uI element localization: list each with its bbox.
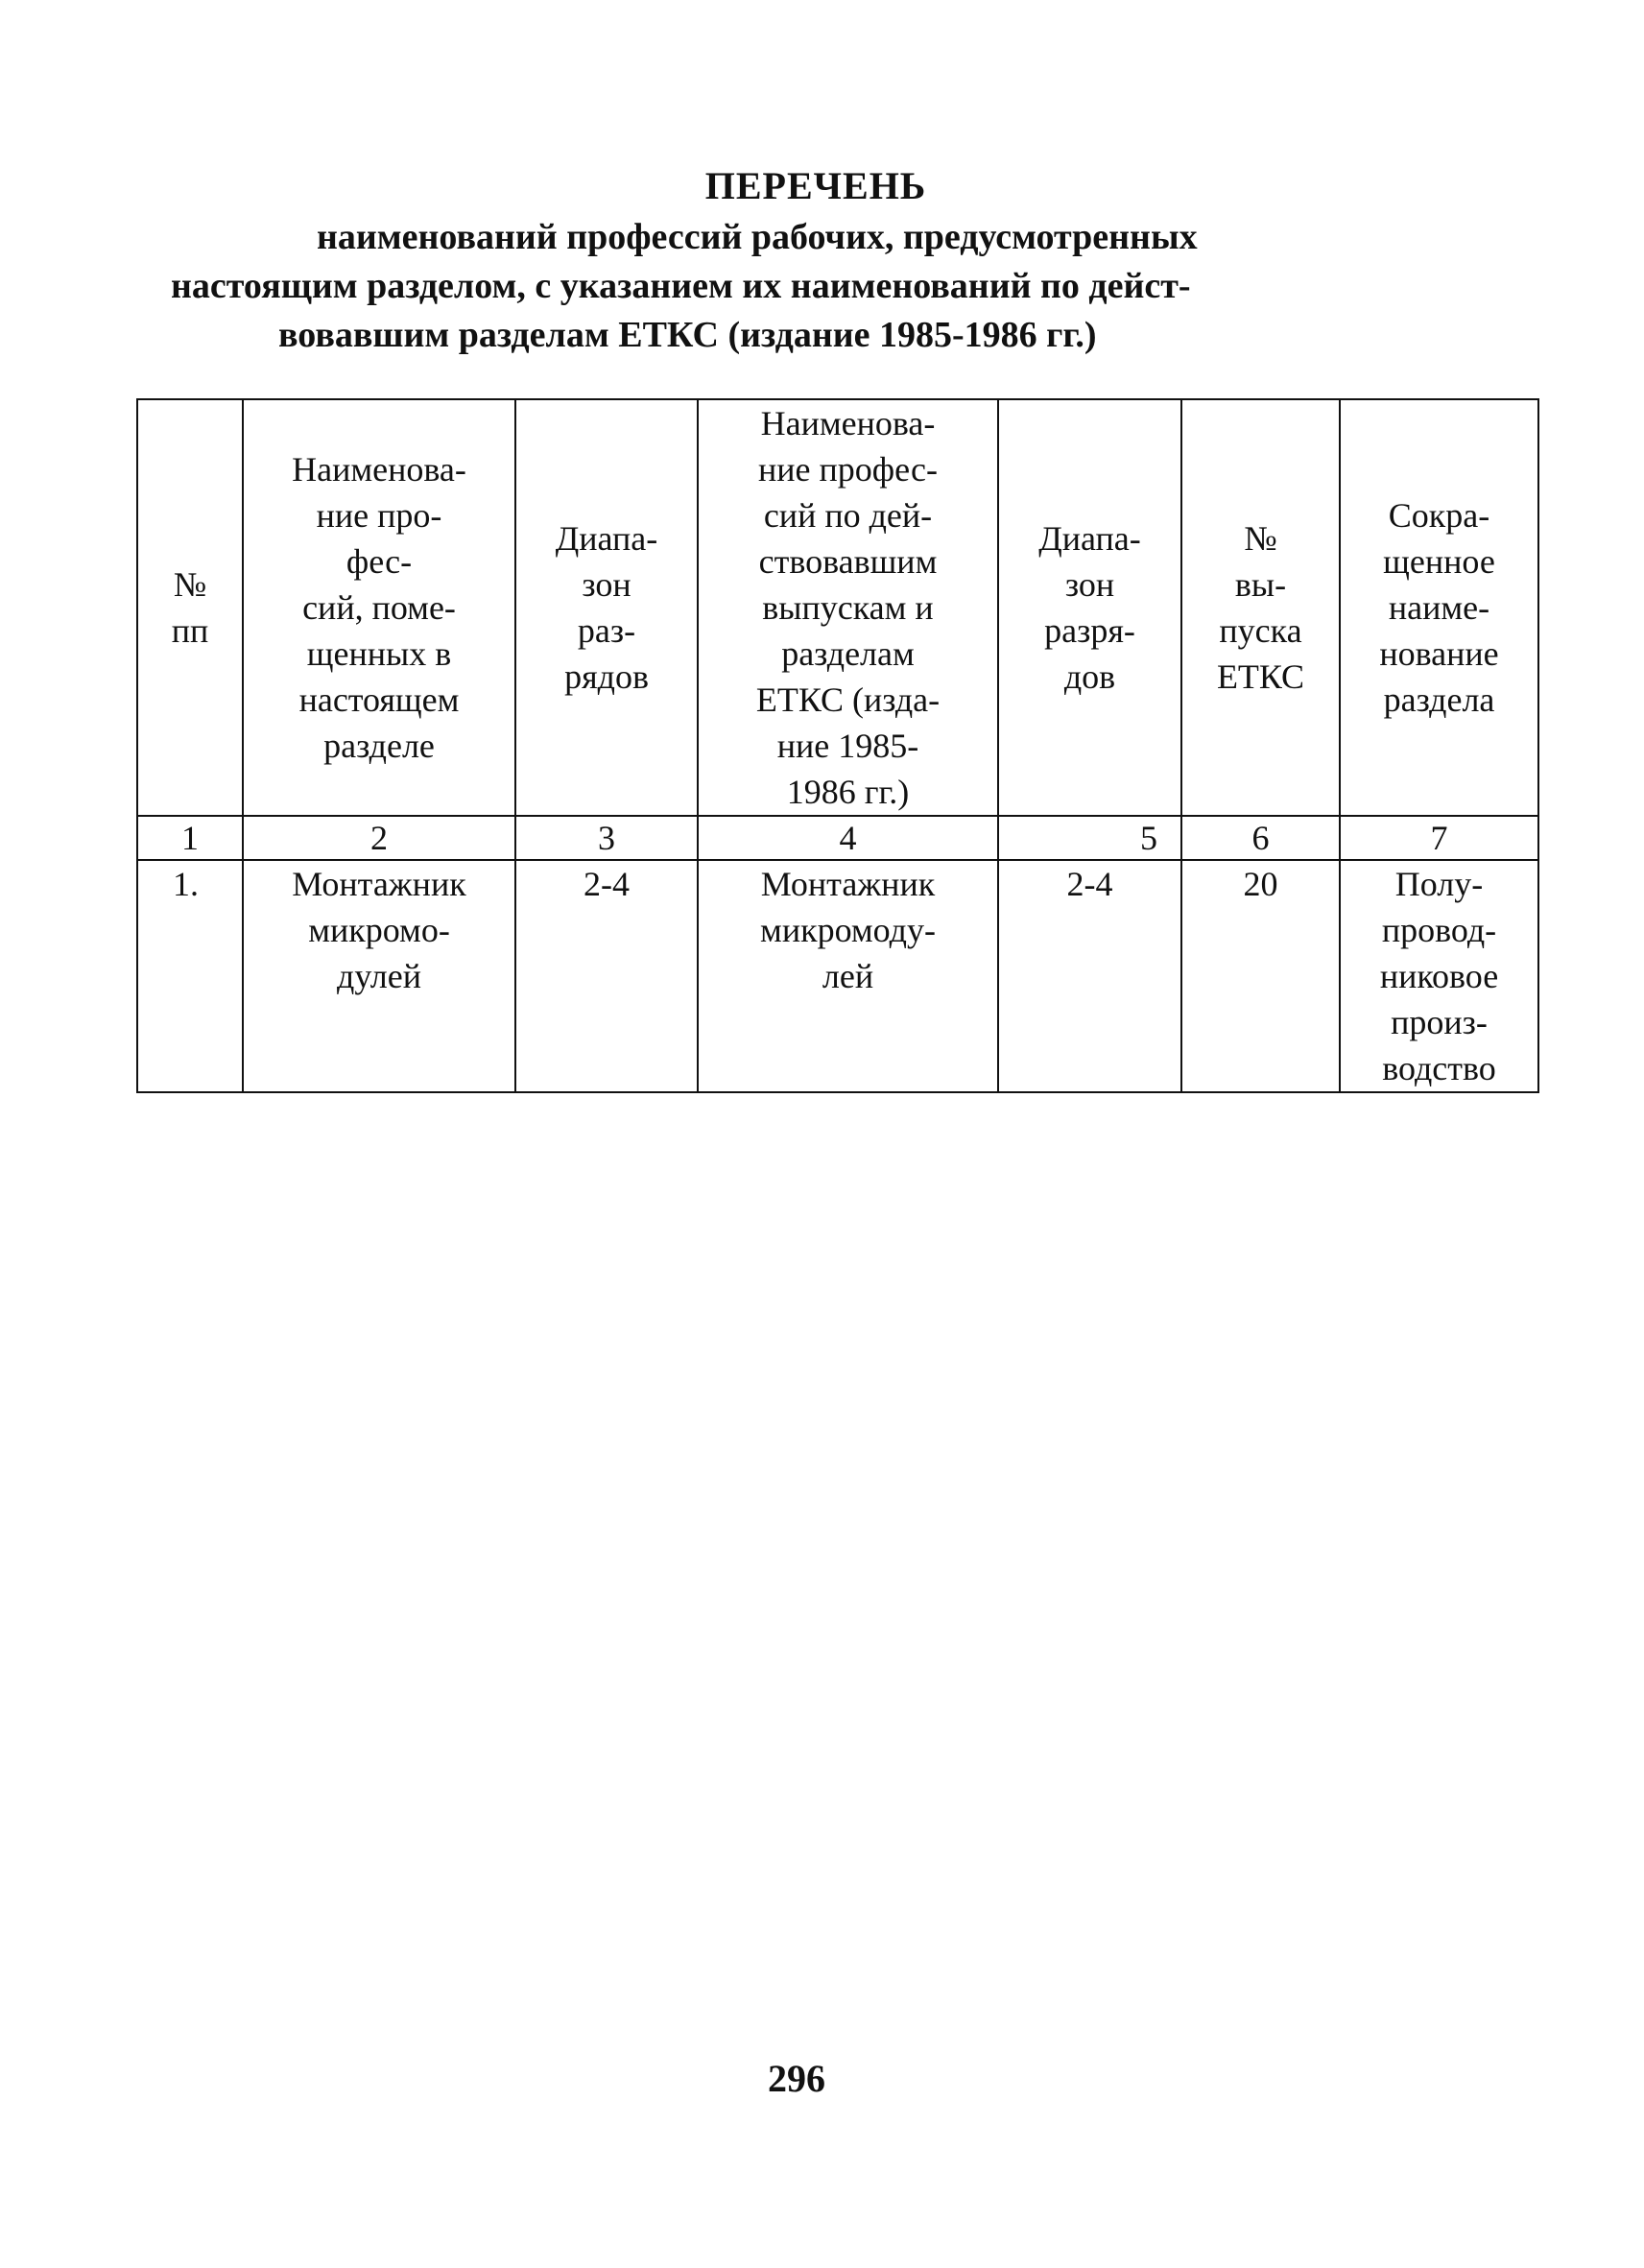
- table-row: [137, 860, 1538, 1092]
- document-title: ПЕРЕЧЕНЬ: [704, 164, 927, 207]
- header-cell-old-grade-range: Диапа- зон разря- дов: [998, 399, 1181, 816]
- cell-old-grade-range: 2-4: [998, 860, 1181, 1092]
- document-subtitle-line-1: наименований профессий рабочих, предусмотренных: [317, 217, 1198, 257]
- header-cell-old-profession: Наименова- ние профес- сий по дей- ствовавшим выпускам и разделам ЕТКС (изда- ние 1985- 1986 гг.): [698, 399, 998, 816]
- table-header-row: [137, 399, 1538, 816]
- column-number: 2: [243, 816, 515, 860]
- cell-old-profession: Монтажник микромоду- лей: [698, 860, 998, 1092]
- column-number: 1: [137, 816, 243, 860]
- column-number: 3: [515, 816, 698, 860]
- professions-table: [136, 398, 1539, 1093]
- column-number: 6: [1181, 816, 1340, 860]
- cell-grade-range: 2-4: [515, 860, 698, 1092]
- header-cell-number: № пп: [137, 399, 243, 816]
- column-number: 7: [1340, 816, 1538, 860]
- column-number: 5: [998, 816, 1181, 860]
- column-number-row: [137, 816, 1538, 860]
- cell-number: 1.: [137, 860, 243, 1092]
- cell-etks-issue: 20: [1181, 860, 1340, 1092]
- cell-section-name: Полу- провод- никовое произ- водство: [1340, 860, 1538, 1092]
- column-number: 4: [698, 816, 998, 860]
- document-subtitle-line-3: вовавшим разделам ЕТКС (издание 1985-1986 гг.): [278, 315, 1097, 355]
- header-cell-section-name: Сокра- щенное наиме- нование раздела: [1340, 399, 1538, 816]
- header-cell-grade-range: Диапа- зон раз- рядов: [515, 399, 698, 816]
- header-cell-profession: Наименова- ние про- фес- сий, поме- щенных в настоящем разделе: [243, 399, 515, 816]
- page-number: 296: [768, 2057, 825, 2100]
- header-cell-etks-issue: № вы- пуска ЕТКС: [1181, 399, 1340, 816]
- cell-profession: Монтажник микромо- дулей: [243, 860, 515, 1092]
- document-subtitle-line-2: настоящим разделом, с указанием их наименований по дейст-: [171, 266, 1191, 306]
